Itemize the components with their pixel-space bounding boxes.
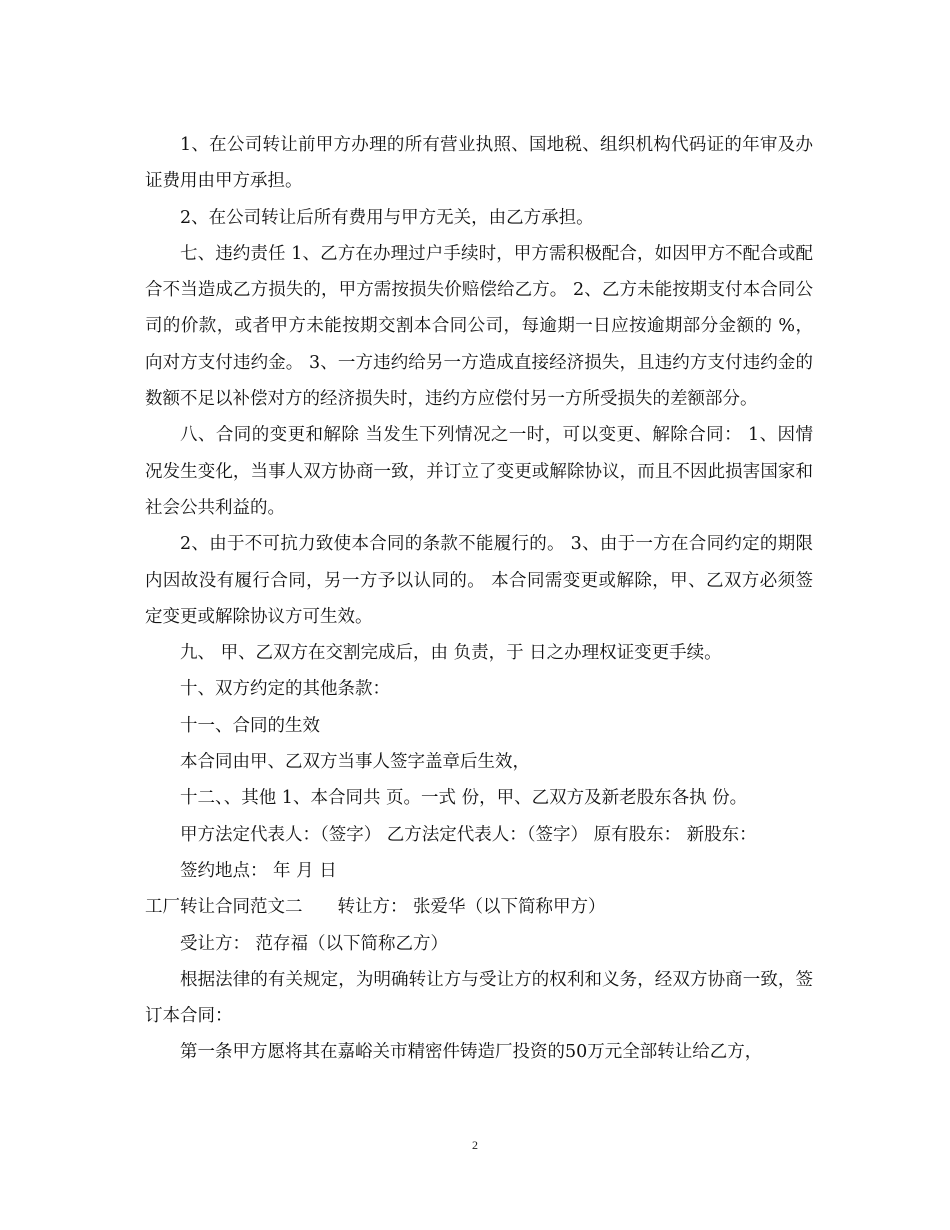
paragraph: 1、在公司转让前甲方办理的所有营业执照、国地税、组织机构代码证的年审及办证费用由甲方承担。	[145, 135, 813, 192]
paragraph: 受让方： 范存福（以下简称乙方）	[180, 933, 449, 954]
paragraph: 2、由于不可抗力致使本合同的条款不能履行的。 3、由于一方在合同约定的期限内因故没有履行合同，另一方予以认同的。 本合同需变更或解除，甲、乙双方必须签定变更或解除协议方可生效。	[145, 534, 813, 627]
section-heading-paragraph: 工厂转让合同范文二 转让方： 张爱华（以下简称甲方）	[145, 897, 606, 918]
paragraph: 签约地点： 年 月 日	[180, 860, 337, 881]
paragraph: 2、在公司转让后所有费用与甲方无关，由乙方承担。	[180, 207, 594, 228]
document-body	[145, 127, 813, 1071]
paragraph: 十一、合同的生效	[180, 715, 320, 736]
paragraph: 十二、、其他 1、本合同共 页。一式 份，甲、乙双方及新老股东各执 份。	[180, 788, 748, 809]
paragraph: 本合同由甲、乙双方当事人签字盖章后生效，	[180, 752, 530, 773]
paragraph: 八、合同的变更和解除 当发生下列情况之一时，可以变更、解除合同： 1、因情况发生变化，当事人双方协商一致，并订立了变更或解除协议，而且不因此损害国家和社会公共利益的。	[145, 425, 813, 518]
page-number: 2	[472, 1138, 478, 1152]
paragraph: 根据法律的有关规定，为明确转让方与受让方的权利和义务，经双方协商一致，签订本合同：	[145, 969, 813, 1027]
paragraph: 第一条甲方愿将其在嘉峪关市精密件铸造厂投资的50万元全部转让给乙方，	[180, 1042, 763, 1063]
paragraph: 十、双方约定的其他条款：	[180, 679, 390, 700]
paragraph: 甲方法定代表人：（签字） 乙方法定代表人：（签字） 原有股东： 新股东：	[180, 824, 757, 845]
paragraph: 九、 甲、乙双方在交割完成后，由 负责，于 日之办理权证变更手续。	[180, 643, 722, 664]
paragraph: 七、违约责任 1、乙方在办理过户手续时，甲方需积极配合，如因甲方不配合或配合不当造成乙方损失的，甲方需按损失价赔偿给乙方。 2、乙方未能按期支付本合同公司的价款，或者甲方未能按期交割本合同公司，每逾期一日应按逾期部分金额的 %，向对方支付违约金。 3、一方违约给另一方造成直接经济损失，且违约方支付违约金的数额不足以补偿对方的经济损失时，违约方应偿付另一方所受损失的差额部分。	[145, 243, 813, 410]
